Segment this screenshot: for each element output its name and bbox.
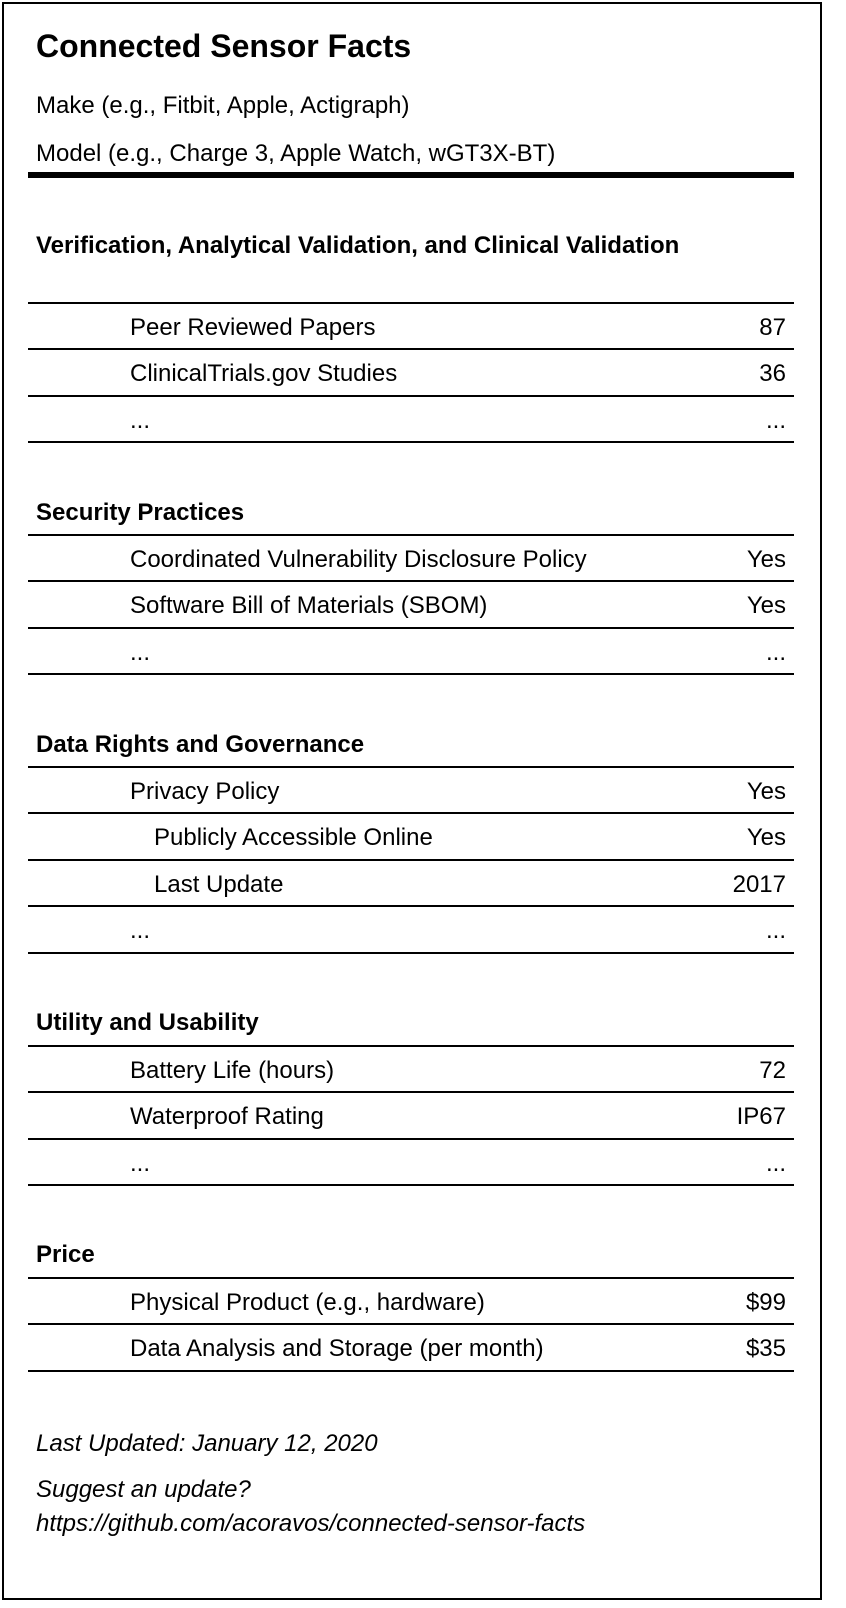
row-label: Data Analysis and Storage (per month) xyxy=(130,1335,544,1362)
row-label: Peer Reviewed Papers xyxy=(130,314,376,341)
row-value: 36 xyxy=(759,360,786,387)
row-value: Yes xyxy=(746,824,786,851)
table-row xyxy=(28,907,794,951)
row-divider xyxy=(28,1184,794,1186)
row-divider xyxy=(28,952,794,954)
table-row xyxy=(28,768,794,812)
row-value: 87 xyxy=(759,314,786,341)
table-row xyxy=(28,1279,794,1323)
row-label: Waterproof Rating xyxy=(130,1103,324,1130)
row-label: Privacy Policy xyxy=(130,778,280,805)
row-value: ... xyxy=(765,407,786,434)
row-label: Battery Life (hours) xyxy=(130,1057,335,1084)
row-label: ... xyxy=(130,639,151,666)
table-row xyxy=(28,350,794,394)
section-title-verification: Verification, Analytical Validation, and Clinical Validation xyxy=(36,232,680,259)
row-value: $35 xyxy=(745,1335,786,1362)
row-label: Physical Product (e.g., hardware) xyxy=(130,1289,485,1316)
table-row xyxy=(28,1140,794,1184)
section-title-data-rights: Data Rights and Governance xyxy=(36,731,365,758)
row-label: ... xyxy=(130,917,151,944)
row-value: ... xyxy=(765,1150,786,1177)
row-value: Yes xyxy=(746,592,786,619)
row-value: 2017 xyxy=(732,871,786,898)
row-label: Last Update xyxy=(154,871,284,898)
table-row xyxy=(28,397,794,441)
row-label: ... xyxy=(130,1150,151,1177)
row-label: Software Bill of Materials (SBOM) xyxy=(130,592,488,619)
table-row xyxy=(28,629,794,673)
table-row xyxy=(28,536,794,580)
page-title: Connected Sensor Facts xyxy=(36,28,412,64)
section-title-price: Price xyxy=(36,1241,95,1268)
table-row xyxy=(28,861,794,905)
row-value: Yes xyxy=(746,546,786,573)
row-divider xyxy=(28,673,794,675)
row-divider xyxy=(28,1370,794,1372)
row-divider xyxy=(28,441,794,443)
row-label: Coordinated Vulnerability Disclosure Policy xyxy=(130,546,587,573)
row-value: 72 xyxy=(759,1057,786,1084)
header-divider xyxy=(28,172,794,178)
suggest-update: Suggest an update? xyxy=(36,1476,251,1503)
table-row xyxy=(28,1093,794,1137)
row-label: ... xyxy=(130,407,151,434)
table-row xyxy=(28,814,794,858)
last-updated: Last Updated: January 12, 2020 xyxy=(36,1430,378,1457)
row-label: ClinicalTrials.gov Studies xyxy=(130,360,398,387)
table-row xyxy=(28,1047,794,1091)
table-row xyxy=(28,1325,794,1369)
row-value: Yes xyxy=(746,778,786,805)
row-label: Publicly Accessible Online xyxy=(154,824,433,851)
model-line: Model (e.g., Charge 3, Apple Watch, wGT3X-BT) xyxy=(36,140,556,167)
row-value: IP67 xyxy=(736,1103,786,1130)
table-row xyxy=(28,582,794,626)
row-value: $99 xyxy=(745,1289,786,1316)
row-value: ... xyxy=(765,917,786,944)
row-value: ... xyxy=(765,639,786,666)
repo-link[interactable]: https://github.com/acoravos/connected-sensor-facts xyxy=(36,1510,586,1537)
section-title-utility: Utility and Usability xyxy=(36,1009,259,1036)
section-title-security: Security Practices xyxy=(36,499,245,526)
table-row xyxy=(28,304,794,348)
make-line: Make (e.g., Fitbit, Apple, Actigraph) xyxy=(36,92,410,119)
